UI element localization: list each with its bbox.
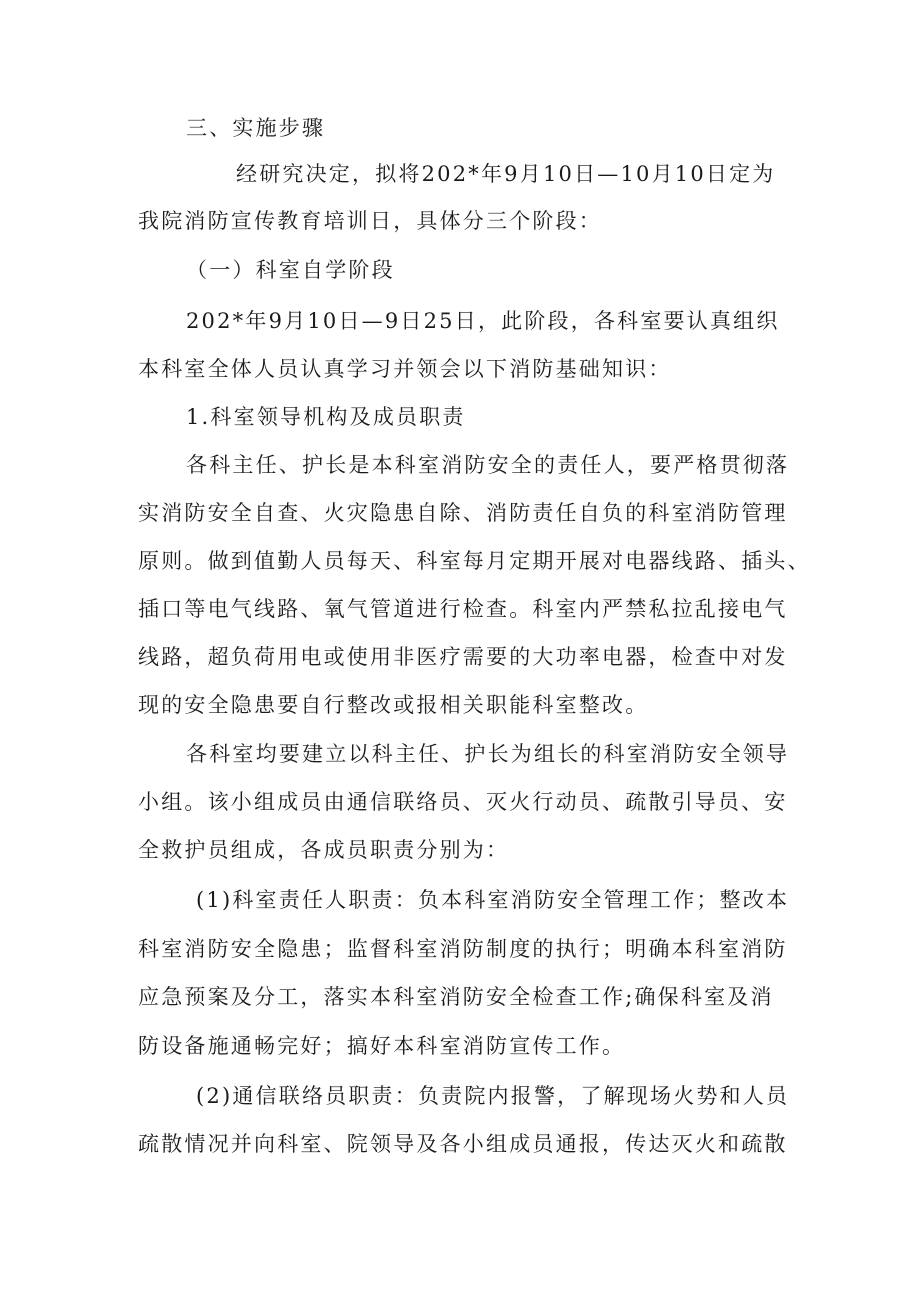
paragraph-line: (2)通信联络员职责：负责院内报警，了解现场火势和人员 [196,1084,790,1108]
paragraph-line: 各科室均要建立以科主任、护长为组长的科室消防安全领导 [186,742,790,766]
paragraph-line: 我院消防宣传教育培训日，具体分三个阶段： [138,209,602,233]
item-heading: 1.科室领导机构及成员职责 [186,405,466,429]
paragraph-line: 经研究决定，拟将202*年9月10日—10月10日定为 [236,162,776,186]
paragraph-line: 本科室全体人员认真学习并领会以下消防基础知识： [138,357,672,381]
paragraph-line: 实消防安全自查、火灾隐患自除、消防责任自负的科室消防管理 [138,501,788,525]
paragraph-line: 科室消防安全隐患；监督科室消防制度的执行；明确本科室消防 [138,937,788,961]
paragraph-line: 原则。做到值勤人员每天、科室每月定期开展对电器线路、插头、 [138,549,811,573]
paragraph-line: 各科主任、护长是本科室消防安全的责任人，要严格贯彻落 [186,453,790,477]
paragraph-line: 现的安全隐患要自行整改或报相关职能科室整改。 [138,693,649,717]
paragraph-line: 疏散情况并向科室、院领导及各小组成员通报，传达灭火和疏散 [138,1132,788,1156]
section-heading: 三、实施步骤 [186,116,326,140]
paragraph-line: 全救护员组成，各成员职责分别为： [138,838,510,862]
paragraph-line: 应急预案及分工，落实本科室消防安全检查工作;确保科室及消 [138,985,774,1009]
paragraph-line: 插口等电气线路、氧气管道进行检查。科室内严禁私拉乱接电气 [138,597,788,621]
paragraph-line: 线路，超负荷用电或使用非医疗需要的大功率电器，检查中对发 [138,645,788,669]
paragraph-line: 小组。该小组成员由通信联络员、灭火行动员、疏散引导员、安 [138,790,788,814]
paragraph-line: 防设备施通畅完好；搞好本科室消防宣传工作。 [138,1034,626,1058]
paragraph-line: 202*年9月10日—9日25日，此阶段，各科室要认真组织 [186,309,780,333]
subsection-heading: （一）科室自学阶段 [186,258,395,282]
paragraph-line: (1)科室责任人职责：负本科室消防安全管理工作；整改本 [196,888,790,912]
